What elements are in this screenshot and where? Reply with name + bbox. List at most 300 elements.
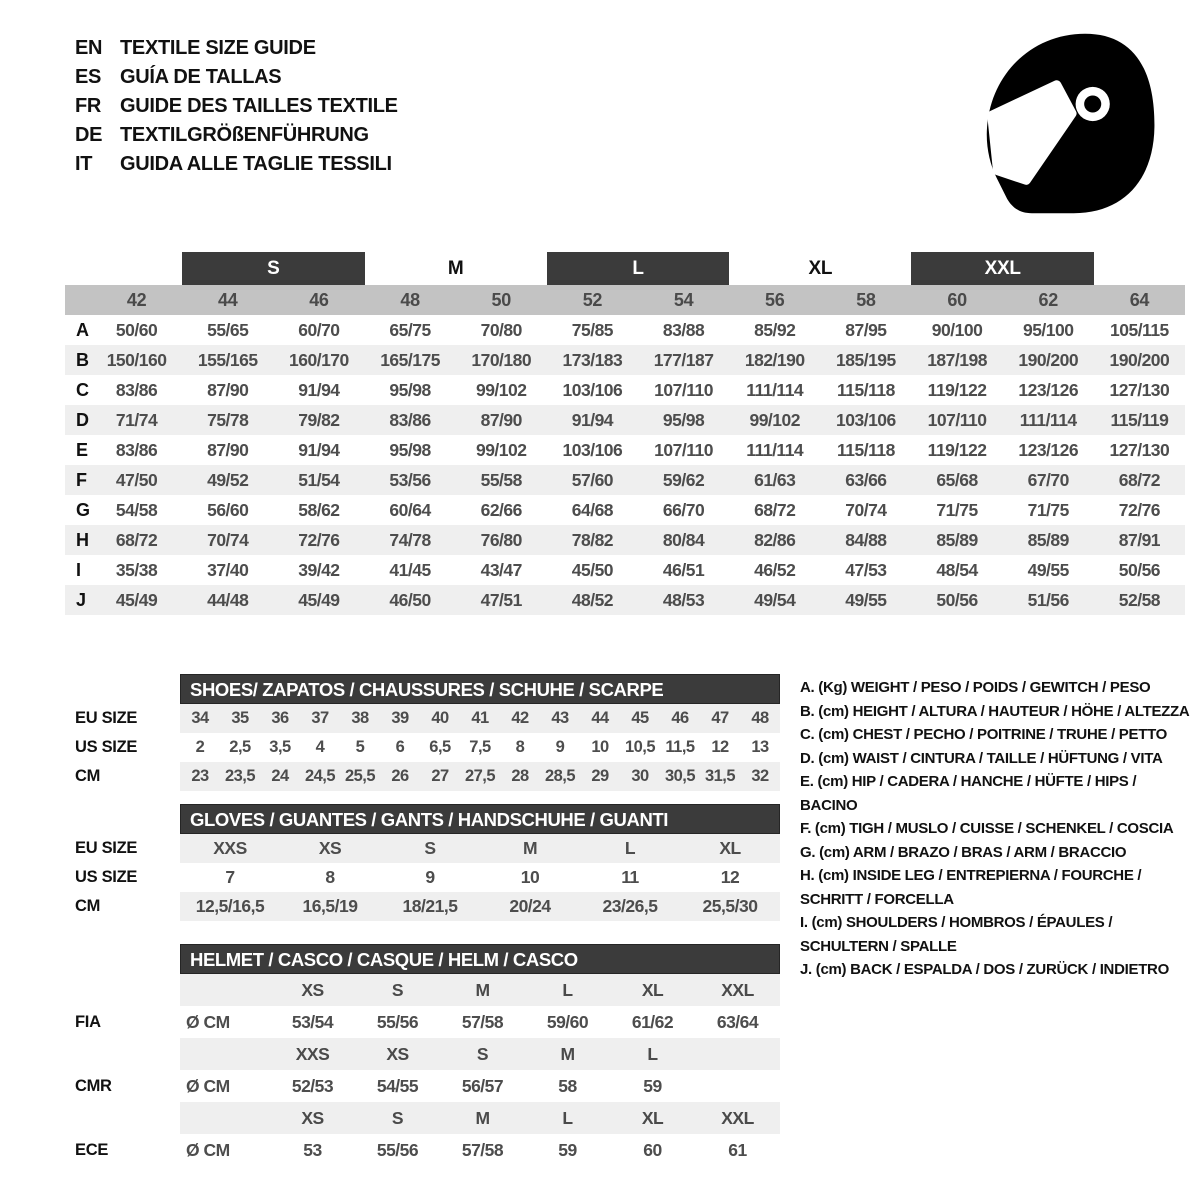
- size-cell: 83/86: [115, 439, 158, 460]
- gloves-row: [75, 892, 780, 921]
- language-code: EN: [75, 37, 103, 59]
- size-cell: 111/114: [1019, 409, 1077, 430]
- size-cell: 48/53: [662, 589, 705, 610]
- helmet-value-row: [75, 1134, 780, 1166]
- size-cell: 99/102: [749, 409, 800, 430]
- size-value: L: [624, 838, 636, 858]
- helmet-size-value: 58: [558, 1075, 577, 1096]
- size-value: 2: [195, 738, 205, 756]
- size-cell: 72/76: [298, 529, 340, 550]
- legend-item: C. (cm) CHEST / PECHO / POITRINE / TRUHE / PETTO: [800, 726, 1168, 743]
- legend-item: F. (cm) TIGH / MUSLO / CUISSE / SCHENKEL / COSCIA: [800, 820, 1174, 837]
- gloves-row: [75, 863, 780, 892]
- helmet-size-label: XXL: [721, 1107, 754, 1128]
- size-value: 4: [315, 738, 325, 756]
- size-cell: 62/66: [480, 499, 522, 520]
- size-cell: 45/50: [571, 559, 614, 580]
- size-cell: 70/74: [207, 529, 249, 550]
- helmet-value-band: [180, 1006, 780, 1038]
- size-cell: 65/68: [936, 469, 978, 490]
- size-group-l: L: [547, 252, 729, 285]
- size-cell: 182/190: [744, 349, 805, 370]
- size-cell: 75/78: [207, 409, 249, 430]
- size-cell: 95/100: [1022, 319, 1074, 340]
- row-label: CM: [75, 767, 101, 785]
- legend-item: G. (cm) ARM / BRAZO / BRAS / ARM / BRACCIO: [800, 843, 1127, 861]
- size-table-row: [65, 345, 1185, 375]
- size-cell: 87/91: [1118, 529, 1161, 550]
- language-row: [75, 92, 398, 121]
- size-cell: 115/118: [836, 379, 895, 400]
- size-value: XL: [719, 838, 741, 858]
- size-cell: 170/180: [471, 349, 532, 370]
- gloves-rows: [75, 834, 780, 921]
- language-title: TEXTILGRÖßENFÜHRUNG: [120, 124, 369, 146]
- row-key: J: [76, 589, 86, 610]
- size-cell: 45/49: [115, 589, 158, 610]
- row-label: CM: [75, 897, 101, 915]
- size-cell: 63/66: [845, 469, 887, 490]
- size-cell: 190/200: [1109, 349, 1170, 370]
- helmet-size-value: 61/62: [631, 1011, 674, 1032]
- gloves-band: [180, 892, 780, 921]
- language-title-list: [75, 34, 398, 179]
- size-value: 40: [431, 709, 449, 727]
- legend-item: A. (Kg) WEIGHT / PESO / POIDS / GEWITCH / PESO: [800, 679, 1151, 696]
- size-cell: 85/89: [936, 529, 978, 550]
- size-cell: 103/106: [562, 379, 623, 400]
- size-group-xxl: XXL: [911, 252, 1093, 285]
- size-cell: 87/90: [480, 409, 522, 430]
- racing-helmet-graphic: [968, 28, 1168, 218]
- size-column-header: 46: [309, 289, 329, 310]
- size-cell: 49/55: [1027, 559, 1069, 580]
- size-value: 48: [751, 709, 769, 727]
- size-value: 8: [515, 738, 525, 756]
- size-cell: 74/78: [389, 529, 431, 550]
- helmet-size-label: XXS: [295, 1043, 330, 1064]
- standard-label: CMR: [75, 1076, 112, 1095]
- size-cell: 103/106: [562, 439, 623, 460]
- size-cell: 150/160: [106, 349, 167, 370]
- gloves-band: [180, 834, 780, 863]
- size-cell: 85/92: [754, 319, 796, 340]
- size-cell: 47/51: [480, 589, 522, 610]
- size-value: 31,5: [704, 767, 736, 785]
- legend-item: D. (cm) WAIST / CINTURA / TAILLE / HÜFTUNG / VITA: [800, 749, 1163, 767]
- size-cell: 87/90: [207, 439, 249, 460]
- size-value: S: [424, 838, 436, 858]
- helmet-size-label: L: [647, 1043, 658, 1064]
- gloves-row: [75, 834, 780, 863]
- size-group-s: S: [182, 252, 364, 285]
- helmet-size-row: [75, 1038, 780, 1070]
- diameter-unit: Ø CM: [186, 1011, 230, 1032]
- helmet-size-label: XL: [641, 979, 664, 1000]
- size-column-header: 56: [765, 289, 785, 310]
- helmet-size-label: XS: [301, 979, 324, 1000]
- size-cell: 99/102: [475, 379, 527, 400]
- row-label: US SIZE: [75, 738, 138, 756]
- size-column-header: 58: [856, 289, 876, 310]
- size-table-row: [65, 585, 1185, 615]
- helmet-size-value: 57/58: [461, 1011, 504, 1032]
- size-cell: 91/94: [298, 379, 340, 400]
- helmet-value-band: [180, 1070, 780, 1102]
- language-row: [75, 63, 398, 92]
- size-cell: 119/122: [927, 439, 987, 460]
- shoes-row: [75, 704, 780, 733]
- shoes-section-title: SHOES/ ZAPATOS / CHAUSSURES / SCHUHE / SCARPE: [180, 674, 780, 704]
- size-value: 32: [751, 767, 769, 785]
- size-value: 10,5: [624, 738, 656, 756]
- size-cell: 83/86: [115, 379, 158, 400]
- row-label: US SIZE: [75, 868, 138, 886]
- size-cell: 70/74: [845, 499, 887, 520]
- size-value: 38: [351, 709, 369, 727]
- helmet-value-row: [75, 1070, 780, 1102]
- size-value: 13: [751, 738, 769, 756]
- shoes-band: [180, 733, 780, 762]
- size-cell: 50/56: [936, 589, 978, 610]
- helmet-size-value: 57/58: [461, 1139, 504, 1160]
- size-cell: 49/55: [845, 589, 887, 610]
- size-column-header: 52: [582, 289, 603, 310]
- size-cell: 78/82: [571, 529, 614, 550]
- size-cell: 111/114: [746, 439, 804, 460]
- size-value: 47: [711, 709, 729, 727]
- size-cell: 155/165: [197, 349, 258, 370]
- size-table-rows: [65, 315, 1185, 615]
- size-value: 9: [425, 867, 435, 887]
- size-value: 45: [631, 709, 649, 727]
- size-value: 8: [325, 867, 335, 887]
- size-value: 12: [711, 738, 729, 756]
- size-cell: 39/42: [298, 559, 340, 580]
- size-cell: 48/54: [936, 559, 978, 580]
- size-cell: 119/122: [927, 379, 987, 400]
- size-value: 11: [621, 867, 639, 887]
- size-table-row: [65, 555, 1185, 585]
- size-value: 23/26,5: [602, 896, 658, 916]
- helmet-size-label: XXL: [721, 979, 754, 1000]
- size-cell: 47/50: [115, 469, 158, 490]
- size-cell: 61/63: [754, 469, 796, 490]
- size-cell: 103/106: [836, 409, 896, 430]
- helmet-value-band: [180, 1134, 780, 1166]
- size-cell: 71/75: [936, 499, 978, 520]
- size-table-row: [65, 465, 1185, 495]
- size-cell: 123/126: [1018, 439, 1079, 460]
- size-group-header-row: [65, 252, 1185, 285]
- size-cell: 87/95: [845, 319, 887, 340]
- language-row: [75, 34, 398, 63]
- helmet-size-label: S: [476, 1043, 489, 1064]
- language-title: GUIDE DES TAILLES TEXTILE: [120, 95, 398, 117]
- helmet-size-value: 55/56: [376, 1139, 419, 1160]
- size-cell: 47/53: [845, 559, 887, 580]
- size-cell: 46/52: [754, 559, 796, 580]
- size-cell: 75/85: [571, 319, 614, 340]
- size-cell: 54/58: [115, 499, 158, 520]
- row-label: EU SIZE: [75, 839, 138, 857]
- helmet-size-label: XS: [386, 1043, 409, 1064]
- size-value: 39: [391, 709, 409, 727]
- size-cell: 107/110: [927, 409, 987, 430]
- helmet-size-band: [180, 1038, 780, 1070]
- size-cell: 173/183: [562, 349, 623, 370]
- size-value: 37: [311, 709, 329, 727]
- size-cell: 95/98: [389, 439, 431, 460]
- size-value: 27: [431, 767, 449, 785]
- size-cell: 60/70: [298, 319, 340, 340]
- size-value: XS: [318, 838, 342, 858]
- size-table-row: [65, 495, 1185, 525]
- row-key: E: [76, 439, 88, 460]
- size-cell: 83/88: [662, 319, 705, 340]
- row-label: [75, 974, 180, 1006]
- size-value: 43: [551, 709, 569, 727]
- size-cell: 165/175: [380, 349, 440, 370]
- size-cell: 91/94: [571, 409, 614, 430]
- helmet-rows: [75, 974, 780, 1166]
- size-cell: 95/98: [662, 409, 705, 430]
- language-code: IT: [75, 153, 93, 175]
- size-cell: 71/74: [115, 409, 158, 430]
- size-cell: 107/110: [654, 439, 713, 460]
- language-code: DE: [75, 124, 103, 146]
- standard-label: ECE: [75, 1140, 109, 1159]
- size-cell: 51/54: [298, 469, 340, 490]
- size-value: 24,5: [304, 767, 336, 785]
- size-cell: 35/38: [115, 559, 158, 580]
- helmet-size-value: 60: [643, 1139, 662, 1160]
- size-cell: 80/84: [662, 529, 705, 550]
- size-value: 5: [355, 738, 365, 756]
- size-cell: 67/70: [1027, 469, 1069, 490]
- size-value: 24: [271, 767, 289, 785]
- size-cell: 65/75: [389, 319, 431, 340]
- size-cell: 50/60: [115, 319, 158, 340]
- size-value: 26: [391, 767, 409, 785]
- shoes-row: [75, 733, 780, 762]
- size-cell: 76/80: [480, 529, 522, 550]
- size-cell: 59/62: [662, 469, 705, 490]
- helmet-size-value: 59: [558, 1139, 577, 1160]
- size-cell: 90/100: [931, 319, 983, 340]
- size-cell: 68/72: [754, 499, 796, 520]
- language-row: [75, 150, 398, 179]
- size-column-header: 64: [1129, 289, 1150, 310]
- helmet-size-label: M: [475, 979, 490, 1000]
- legend-item: B. (cm) HEIGHT / ALTURA / HAUTEUR / HÖHE / ALTEZZA: [800, 702, 1190, 720]
- size-value: 16,5/19: [302, 896, 358, 916]
- helmet-size-value: 59/60: [546, 1011, 589, 1032]
- shoes-row: [75, 762, 780, 791]
- racing-helmet-icon: [968, 28, 1168, 218]
- helmet-size-label: S: [391, 1107, 404, 1128]
- gloves-section-title: GLOVES / GUANTES / GANTS / HANDSCHUHE / GUANTI: [180, 804, 780, 834]
- size-table-row: [65, 315, 1185, 345]
- helmet-size-label: L: [562, 1107, 573, 1128]
- size-cell: 56/60: [207, 499, 249, 520]
- size-cell: 60/64: [389, 499, 431, 520]
- size-value: 35: [231, 709, 249, 727]
- size-cell: 43/47: [480, 559, 522, 580]
- size-column-header-row: [65, 285, 1185, 315]
- size-value: 20/24: [509, 896, 551, 916]
- size-cell: 111/114: [746, 379, 804, 400]
- size-cell: 55/65: [207, 319, 249, 340]
- size-value: 27,5: [464, 767, 496, 785]
- size-value: 2,5: [229, 738, 251, 756]
- size-cell: 49/54: [754, 589, 796, 610]
- size-cell: 123/126: [1018, 379, 1079, 400]
- size-cell: 41/45: [389, 559, 431, 580]
- size-value: 34: [191, 709, 209, 727]
- size-cell: 45/49: [298, 589, 340, 610]
- size-column-header: 48: [400, 289, 420, 310]
- size-value: 44: [591, 709, 609, 727]
- size-value: 6,5: [429, 738, 451, 756]
- size-cell: 105/115: [1110, 319, 1169, 340]
- diameter-unit: Ø CM: [186, 1139, 230, 1160]
- language-code: ES: [75, 66, 102, 88]
- row-label: [75, 1102, 180, 1134]
- language-title: TEXTILE SIZE GUIDE: [120, 37, 316, 59]
- shoes-band: [180, 704, 780, 733]
- diameter-unit: Ø CM: [186, 1075, 230, 1096]
- size-value: 9: [555, 738, 565, 756]
- row-key: G: [76, 499, 90, 520]
- size-cell: 190/200: [1018, 349, 1079, 370]
- size-cell: 66/70: [662, 499, 705, 520]
- shoes-band: [180, 762, 780, 791]
- size-value: 3,5: [269, 738, 291, 756]
- size-cell: 53/56: [389, 469, 431, 490]
- helmet-size-value: 61: [728, 1139, 747, 1160]
- size-cell: 72/76: [1118, 499, 1161, 520]
- helmet-size-value: 54/55: [376, 1075, 419, 1096]
- shoes-rows: [75, 704, 780, 791]
- size-value: 30: [631, 767, 649, 785]
- size-value: 23,5: [224, 767, 256, 785]
- size-value: 25,5/30: [702, 896, 758, 916]
- size-cell: 51/56: [1027, 589, 1069, 610]
- helmet-size-value: 55/56: [376, 1011, 419, 1032]
- row-key: C: [76, 379, 89, 400]
- size-table-row: [65, 435, 1185, 465]
- size-value: 29: [591, 767, 609, 785]
- helmet-size-value: 59: [643, 1075, 662, 1096]
- size-cell: 49/52: [207, 469, 249, 490]
- size-cell: 70/80: [480, 319, 522, 340]
- size-cell: 127/130: [1109, 379, 1170, 400]
- row-label: [75, 1038, 180, 1070]
- textile-size-table: [65, 252, 1185, 615]
- size-cell: 99/102: [475, 439, 527, 460]
- size-value: 28,5: [544, 767, 576, 785]
- size-cell: 177/187: [653, 349, 714, 370]
- size-cell: 44/48: [207, 589, 249, 610]
- size-column-header: 62: [1038, 289, 1058, 310]
- language-code: FR: [75, 95, 102, 117]
- helmet-size-value: 56/57: [461, 1075, 504, 1096]
- size-value: 11,5: [665, 738, 695, 756]
- legend-item: H. (cm) INSIDE LEG / ENTREPIERNA / FOURCHE / SCHRITT / FORCELLA: [800, 867, 1142, 908]
- row-key: I: [76, 559, 81, 580]
- size-cell: 85/89: [1027, 529, 1069, 550]
- size-value: XXS: [213, 838, 247, 858]
- helmet-size-label: L: [562, 979, 573, 1000]
- size-cell: 87/90: [207, 379, 249, 400]
- size-value: 30,5: [664, 767, 696, 785]
- row-key: D: [76, 409, 89, 430]
- row-key: B: [76, 349, 89, 370]
- size-cell: 83/86: [389, 409, 431, 430]
- size-cell: 52/58: [1118, 589, 1161, 610]
- size-cell: 115/118: [836, 439, 895, 460]
- size-cell: 57/60: [571, 469, 614, 490]
- size-value: 36: [271, 709, 289, 727]
- helmet-size-label: M: [475, 1107, 490, 1128]
- size-value: 7,5: [469, 738, 491, 756]
- size-cell: 160/170: [289, 349, 349, 370]
- helmet-size-label: XS: [301, 1107, 324, 1128]
- helmet-size-row: [75, 974, 780, 1006]
- size-column-header: 54: [673, 289, 694, 310]
- size-cell: 187/198: [927, 349, 987, 370]
- size-cell: 71/75: [1027, 499, 1069, 520]
- size-cell: 46/51: [662, 559, 705, 580]
- language-title: GUÍA DE TALLAS: [120, 66, 282, 88]
- helmet-size-label: XL: [641, 1107, 664, 1128]
- size-column-header: 50: [491, 289, 511, 310]
- size-cell: 82/86: [754, 529, 796, 550]
- helmet-value-row: [75, 1006, 780, 1038]
- size-value: M: [522, 838, 538, 858]
- helmet-size-band: [180, 974, 780, 1006]
- helmet-size-value: 53/54: [291, 1011, 334, 1032]
- size-table-row: [65, 375, 1185, 405]
- size-value: 12: [720, 867, 740, 887]
- size-cell: 115/119: [1110, 409, 1169, 430]
- measurement-legend: [800, 676, 1192, 982]
- size-cell: 68/72: [1118, 469, 1161, 490]
- size-cell: 68/72: [115, 529, 158, 550]
- size-value: 41: [471, 709, 489, 727]
- legend-item: I. (cm) SHOULDERS / HOMBROS / ÉPAULES / SCHULTERN / SPALLE: [800, 914, 1113, 955]
- size-cell: 58/62: [298, 499, 340, 520]
- helmet-size-band: [180, 1102, 780, 1134]
- row-key: H: [76, 529, 89, 550]
- helmet-section-title: HELMET / CASCO / CASQUE / HELM / CASCO: [180, 944, 780, 974]
- size-cell: 107/110: [654, 379, 713, 400]
- size-value: 23: [191, 767, 209, 785]
- size-value: 28: [511, 767, 529, 785]
- size-value: 12,5/16,5: [195, 896, 265, 916]
- language-title: GUIDA ALLE TAGLIE TESSILI: [120, 153, 392, 175]
- shoes-section: [75, 674, 780, 791]
- helmet-size-row: [75, 1102, 780, 1134]
- row-label: EU SIZE: [75, 709, 138, 727]
- size-value: 10: [591, 738, 609, 756]
- helmet-section: [75, 944, 780, 1166]
- size-cell: 37/40: [207, 559, 249, 580]
- size-cell: 46/50: [389, 589, 431, 610]
- row-key: F: [76, 469, 87, 490]
- size-cell: 50/56: [1118, 559, 1161, 580]
